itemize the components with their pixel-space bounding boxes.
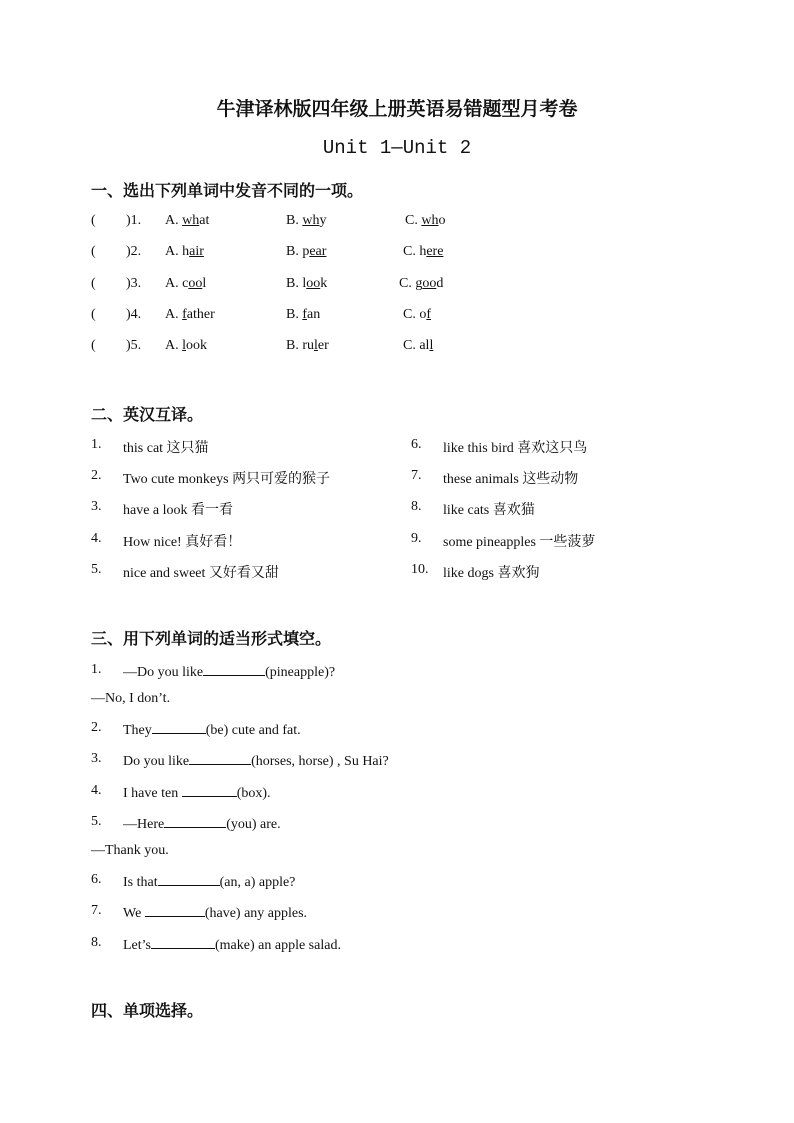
option-a: A. father	[165, 307, 215, 322]
translation-item: nice and sweet 又好看又甜	[123, 565, 279, 581]
option-c: C. here	[403, 244, 444, 259]
phonics-question-2	[0, 244, 794, 264]
phonics-question-5	[0, 338, 794, 358]
option-a: A. cool	[165, 276, 207, 291]
item-number: 4.	[91, 783, 102, 798]
item-number: 2.	[91, 468, 102, 483]
answer-blank[interactable]	[164, 814, 226, 828]
item-number: 8.	[91, 935, 102, 950]
question-text: —Do you like (pineapple)?	[123, 662, 335, 681]
translation-item: like this bird 喜欢这只鸟	[443, 440, 588, 456]
item-number: 8.	[411, 499, 422, 514]
fill-answer-5	[0, 843, 794, 863]
item-number: 6.	[411, 437, 422, 452]
item-number: 3.	[91, 499, 102, 514]
item-number: 2.	[91, 720, 102, 735]
answer-paren: (	[91, 213, 96, 228]
option-c: C. of	[403, 307, 432, 322]
answer-paren: (	[91, 307, 96, 322]
answer-blank[interactable]	[145, 903, 205, 917]
section-2-heading: 二、英汉互译。	[91, 405, 204, 424]
page-subtitle: Unit 1—Unit 2	[322, 137, 472, 159]
question-number: )1.	[126, 213, 142, 228]
section-4-heading: 四、单项选择。	[91, 1001, 204, 1020]
page-title: 牛津译林版四年级上册英语易错题型月考卷	[216, 98, 578, 120]
fill-question-2	[0, 720, 794, 740]
translation-item: some pineapples 一些菠萝	[443, 534, 596, 550]
fill-question-8	[0, 935, 794, 955]
question-text: —Here (you) are.	[123, 814, 281, 833]
question-text: We (have) any apples.	[123, 903, 307, 922]
question-text: They (be) cute and fat.	[123, 720, 301, 739]
item-number: 5.	[91, 562, 102, 577]
translation-item: these animals 这些动物	[443, 471, 579, 487]
question-number: )3.	[126, 276, 142, 291]
item-number: 3.	[91, 751, 102, 766]
question-text: Is that (an, a) apple?	[123, 872, 295, 891]
fill-question-4	[0, 783, 794, 803]
dialogue-line: —No, I don’t.	[91, 691, 171, 706]
translation-item: like cats 喜欢猫	[443, 502, 535, 518]
answer-blank[interactable]	[151, 935, 215, 949]
translation-row-4	[0, 531, 794, 551]
answer-paren: (	[91, 244, 96, 259]
fill-question-6	[0, 872, 794, 892]
item-number: 6.	[91, 872, 102, 887]
item-number: 5.	[91, 814, 102, 829]
translation-row-5	[0, 562, 794, 582]
dialogue-line: —Thank you.	[91, 843, 169, 858]
phonics-question-3	[0, 276, 794, 296]
option-b: B. why	[286, 213, 327, 228]
section-1-heading: 一、选出下列单词中发音不同的一项。	[91, 181, 364, 200]
answer-paren: (	[91, 276, 96, 291]
translation-item: How nice! 真好看！	[123, 534, 242, 550]
option-c: C. good	[399, 276, 444, 291]
item-number: 7.	[91, 903, 102, 918]
fill-question-1	[0, 662, 794, 682]
option-a: A. what	[165, 213, 210, 228]
item-number: 10.	[411, 562, 429, 577]
item-number: 9.	[411, 531, 422, 546]
question-number: )4.	[126, 307, 142, 322]
translation-item: this cat 这只猫	[123, 440, 209, 456]
answer-blank[interactable]	[158, 872, 220, 886]
option-b: B. ruler	[286, 338, 329, 353]
item-number: 1.	[91, 437, 102, 452]
translation-row-2	[0, 468, 794, 488]
translation-item: have a look 看一看	[123, 502, 234, 518]
item-number: 7.	[411, 468, 422, 483]
item-number: 1.	[91, 662, 102, 677]
translation-item: like dogs 喜欢狗	[443, 565, 540, 581]
fill-question-3	[0, 751, 794, 771]
translation-row-1	[0, 437, 794, 457]
option-c: C. who	[405, 213, 446, 228]
translation-row-3	[0, 499, 794, 519]
answer-blank[interactable]	[152, 720, 206, 734]
section-3-heading: 三、用下列单词的适当形式填空。	[91, 629, 332, 648]
translation-item: Two cute monkeys 两只可爱的猴子	[123, 471, 331, 487]
fill-answer-1	[0, 691, 794, 711]
phonics-question-4	[0, 307, 794, 327]
answer-blank[interactable]	[189, 751, 251, 765]
phonics-question-1	[0, 213, 794, 233]
question-text: Let’s (make) an apple salad.	[123, 935, 341, 954]
option-a: A. hair	[165, 244, 204, 259]
fill-question-7	[0, 903, 794, 923]
question-text: I have ten (box).	[123, 783, 271, 802]
answer-blank[interactable]	[182, 783, 237, 797]
option-b: B. pear	[286, 244, 327, 259]
question-text: Do you like (horses, horse) , Su Hai?	[123, 751, 389, 770]
option-b: B. look	[286, 276, 328, 291]
option-a: A. look	[165, 338, 208, 353]
fill-question-5	[0, 814, 794, 834]
answer-paren: (	[91, 338, 96, 353]
answer-blank[interactable]	[203, 662, 265, 676]
option-b: B. fan	[286, 307, 321, 322]
option-c: C. all	[403, 338, 434, 353]
question-number: )2.	[126, 244, 142, 259]
question-number: )5.	[126, 338, 142, 353]
item-number: 4.	[91, 531, 102, 546]
